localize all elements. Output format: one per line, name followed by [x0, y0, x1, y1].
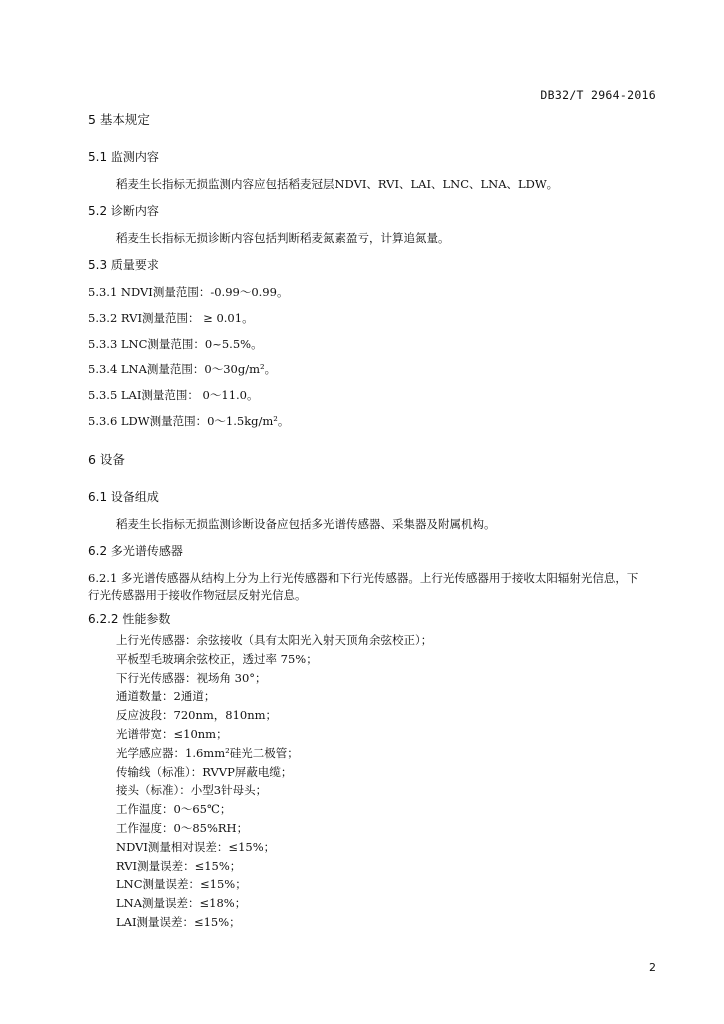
- list-item: 通道数量：2通道；: [116, 689, 216, 704]
- section-6-2-2-heading: 6.2.2 性能参数: [88, 612, 171, 626]
- list-item: 接头（标准）：小型3针母头；: [116, 783, 268, 798]
- clause-5-3-1: 5.3.1 NDVI测量范围：-0.99～0.99。: [88, 285, 289, 299]
- list-item: LNC测量误差：≤15%；: [116, 877, 247, 892]
- clause-5-3-4: 5.3.4 LNA测量范围：0～30g/m²。: [88, 362, 277, 376]
- list-item: 反应波段：720nm，810nm；: [116, 708, 278, 723]
- page-number: 2: [649, 961, 656, 974]
- list-item: NDVI测量相对误差：≤15%；: [116, 839, 276, 854]
- section-6-1-text: 稻麦生长指标无损监测诊断设备应包括多光谱传感器、采集器及附属机构。: [116, 517, 496, 531]
- section-5-2-text: 稻麦生长指标无损诊断内容包括判断稻麦氮素盈亏，计算追氮量。: [116, 231, 450, 245]
- clause-5-3-6: 5.3.6 LDW测量范围：0～1.5kg/m²。: [88, 414, 290, 428]
- list-item: 上行光传感器：余弦接收（具有太阳光入射天顶角余弦校正）；: [116, 633, 433, 647]
- clause-6-2-1: 6.2.1 多光谱传感器从结构上分为上行光传感器和下行光传感器。上行光传感器用于接收太阳辐射光信息，下行光传感器用于接收作物冠层反射光信息。: [88, 571, 639, 602]
- list-item: 光学感应器：1.6mm²硅光二极管；: [116, 745, 299, 760]
- list-item: 平板型毛玻璃余弦校正，透过率 75%；: [116, 651, 318, 666]
- clause-5-3-2: 5.3.2 RVI测量范围： ≥ 0.01。: [88, 311, 254, 325]
- clause-5-3-5: 5.3.5 LAI测量范围： 0～11.0。: [88, 388, 259, 402]
- performance-parameter-list: [116, 631, 636, 932]
- section-5-3-heading: 5.3 质量要求: [88, 258, 159, 272]
- list-item: LNA测量误差：≤18%；: [116, 896, 247, 911]
- list-item: 工作温度：0～65℃；: [116, 802, 232, 817]
- list-item: 下行光传感器：视场角 30°；: [116, 670, 267, 685]
- list-item: 光谱带宽：≤10nm；: [116, 726, 228, 741]
- section-6-1-heading: 6.1 设备组成: [88, 490, 159, 504]
- section-5-heading: 5 基本规定: [88, 112, 150, 127]
- list-item: RVI测量误差：≤15%；: [116, 858, 242, 873]
- section-6-2-heading: 6.2 多光谱传感器: [88, 544, 183, 558]
- list-item: 工作湿度：0～85%RH；: [116, 820, 249, 835]
- section-6-heading: 6 设备: [88, 452, 125, 467]
- list-item: LAI测量误差：≤15%；: [116, 914, 241, 929]
- section-5-1-heading: 5.1 监测内容: [88, 150, 159, 164]
- list-item: 传输线（标准）：RVVP屏蔽电缆；: [116, 764, 293, 779]
- clause-5-3-3: 5.3.3 LNC测量范围：0~5.5%。: [88, 337, 263, 351]
- section-5-1-text: 稻麦生长指标无损监测内容应包括稻麦冠层NDVI、RVI、LAI、LNC、LNA、LDW。: [116, 177, 559, 191]
- section-5-2-heading: 5.2 诊断内容: [88, 204, 159, 218]
- document-code: DB32/T 2964-2016: [540, 88, 656, 102]
